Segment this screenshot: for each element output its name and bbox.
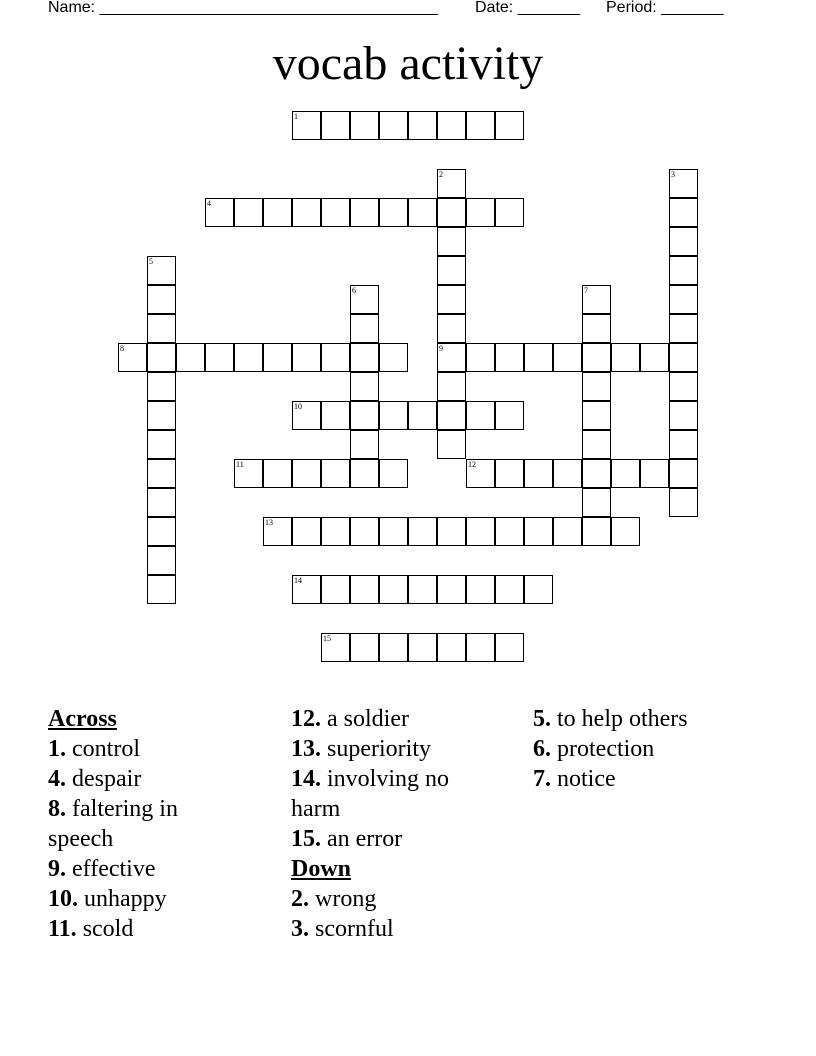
grid-cell[interactable] — [553, 459, 582, 488]
grid-cell[interactable] — [466, 633, 495, 662]
grid-cell[interactable] — [321, 575, 350, 604]
grid-clue-number: 14 — [294, 576, 302, 585]
grid-cell[interactable] — [582, 430, 611, 459]
grid-cell[interactable] — [263, 198, 292, 227]
grid-cell[interactable] — [350, 314, 379, 343]
grid-cell[interactable] — [669, 459, 698, 488]
grid-cell[interactable] — [292, 198, 321, 227]
clue-item: 5. to help others — [533, 706, 688, 732]
grid-cell[interactable] — [379, 111, 408, 140]
grid-cell[interactable] — [669, 227, 698, 256]
clue-item: 11. scold — [48, 916, 134, 942]
grid-cell[interactable] — [437, 285, 466, 314]
grid-cell[interactable] — [292, 343, 321, 372]
grid-clue-number: 11 — [236, 460, 244, 469]
grid-clue-number: 5 — [149, 257, 153, 266]
grid-cell[interactable] — [379, 401, 408, 430]
grid-cell[interactable] — [408, 633, 437, 662]
grid-cell[interactable] — [437, 256, 466, 285]
grid-cell[interactable] — [611, 459, 640, 488]
grid-cell[interactable] — [466, 111, 495, 140]
grid-cell[interactable] — [350, 575, 379, 604]
grid-cell[interactable] — [669, 488, 698, 517]
grid-clue-number: 10 — [294, 402, 302, 411]
grid-clue-number: 13 — [265, 518, 273, 527]
grid-cell[interactable] — [582, 488, 611, 517]
grid-clue-number: 9 — [439, 344, 443, 353]
grid-cell[interactable] — [292, 517, 321, 546]
grid-cell[interactable] — [669, 314, 698, 343]
grid-cell[interactable] — [147, 372, 176, 401]
grid-cell[interactable] — [582, 343, 611, 372]
clue-item: 10. unhappy — [48, 886, 167, 912]
grid-cell[interactable] — [495, 343, 524, 372]
grid-cell[interactable] — [437, 111, 466, 140]
grid-clue-number: 7 — [584, 286, 588, 295]
clues-column-2 — [291, 704, 491, 944]
grid-cell[interactable] — [379, 575, 408, 604]
grid-cell[interactable] — [437, 198, 466, 227]
grid-cell[interactable] — [321, 401, 350, 430]
grid-cell[interactable] — [234, 343, 263, 372]
grid-cell[interactable] — [495, 633, 524, 662]
grid-cell[interactable] — [321, 459, 350, 488]
grid-cell[interactable] — [582, 401, 611, 430]
clue-item: 3. scornful — [291, 916, 394, 942]
grid-cell[interactable] — [466, 517, 495, 546]
grid-cell[interactable] — [147, 343, 176, 372]
grid-cell[interactable] — [350, 517, 379, 546]
grid-cell[interactable] — [524, 343, 553, 372]
grid-cell[interactable] — [495, 575, 524, 604]
grid-cell[interactable] — [669, 401, 698, 430]
grid-cell[interactable] — [495, 517, 524, 546]
grid-clue-number: 4 — [207, 199, 211, 208]
grid-cell[interactable] — [437, 314, 466, 343]
grid-cell[interactable] — [466, 343, 495, 372]
clues-column-1 — [48, 704, 248, 944]
grid-cell[interactable] — [379, 198, 408, 227]
clue-item: 14. involving no harm — [291, 766, 450, 822]
clue-item: 12. a soldier — [291, 706, 409, 732]
clue-item: 6. protection — [533, 736, 655, 762]
grid-cell[interactable] — [524, 575, 553, 604]
grid-cell[interactable] — [350, 401, 379, 430]
grid-cell[interactable] — [147, 546, 176, 575]
grid-clue-number: 3 — [671, 170, 675, 179]
grid-cell[interactable] — [147, 575, 176, 604]
grid-cell[interactable] — [437, 401, 466, 430]
grid-cell[interactable] — [466, 198, 495, 227]
clue-item: 2. wrong — [291, 886, 377, 912]
grid-cell[interactable] — [350, 430, 379, 459]
grid-cell[interactable] — [437, 227, 466, 256]
grid-cell[interactable] — [263, 459, 292, 488]
grid-cell[interactable] — [437, 575, 466, 604]
clue-item: 13. superiority — [291, 736, 431, 762]
grid-cell[interactable] — [582, 314, 611, 343]
grid-cell[interactable] — [437, 633, 466, 662]
grid-cell[interactable] — [321, 198, 350, 227]
grid-cell[interactable] — [553, 343, 582, 372]
grid-cell[interactable] — [147, 459, 176, 488]
grid-cell[interactable] — [350, 343, 379, 372]
grid-clue-number: 2 — [439, 170, 443, 179]
grid-cell[interactable] — [147, 285, 176, 314]
grid-cell[interactable] — [234, 198, 263, 227]
grid-cell[interactable] — [495, 401, 524, 430]
grid-cell[interactable] — [408, 517, 437, 546]
grid-clue-number: 6 — [352, 286, 356, 295]
grid-cell[interactable] — [669, 256, 698, 285]
page-title: vocab activity — [272, 37, 544, 90]
grid-cell[interactable] — [437, 517, 466, 546]
grid-cell[interactable] — [640, 459, 669, 488]
grid-cell[interactable] — [147, 430, 176, 459]
date-field-label: Date: _______ — [475, 0, 580, 16]
grid-cell[interactable] — [611, 343, 640, 372]
grid-cell[interactable] — [495, 111, 524, 140]
grid-cell[interactable] — [669, 343, 698, 372]
grid-cell[interactable] — [495, 198, 524, 227]
grid-clue-number: 8 — [120, 344, 124, 353]
grid-cell[interactable] — [263, 343, 292, 372]
grid-clue-number: 15 — [323, 634, 331, 643]
grid-cell[interactable] — [176, 343, 205, 372]
grid-cell[interactable] — [379, 459, 408, 488]
grid-cell[interactable] — [582, 372, 611, 401]
grid-cell[interactable] — [147, 517, 176, 546]
grid-cell[interactable] — [379, 517, 408, 546]
grid-cell[interactable] — [350, 111, 379, 140]
grid-cell[interactable] — [321, 343, 350, 372]
grid-cell[interactable] — [379, 633, 408, 662]
grid-clue-number: 1 — [294, 112, 298, 121]
grid-cell[interactable] — [524, 459, 553, 488]
grid-cell[interactable] — [582, 517, 611, 546]
clue-item: 8. faltering in speech — [48, 796, 178, 852]
grid-cell[interactable] — [495, 459, 524, 488]
across-heading: Across — [48, 706, 117, 732]
grid-cell[interactable] — [408, 198, 437, 227]
grid-cell[interactable] — [437, 430, 466, 459]
grid-cell[interactable] — [350, 459, 379, 488]
period-field-label: Period: _______ — [606, 0, 724, 16]
grid-cell[interactable] — [640, 343, 669, 372]
clue-item: 15. an error — [291, 826, 403, 852]
name-field-label: Name: ______________________________________ — [48, 0, 438, 16]
grid-cell[interactable] — [379, 343, 408, 372]
grid-cell[interactable] — [437, 372, 466, 401]
grid-cell[interactable] — [669, 430, 698, 459]
grid-cell[interactable] — [582, 459, 611, 488]
grid-cell[interactable] — [292, 459, 321, 488]
grid-cell[interactable] — [205, 343, 234, 372]
clue-item: 7. notice — [533, 766, 616, 792]
grid-cell[interactable] — [611, 517, 640, 546]
grid-cell[interactable] — [466, 575, 495, 604]
grid-cell[interactable] — [350, 633, 379, 662]
grid-cell[interactable] — [408, 401, 437, 430]
grid-cell[interactable] — [669, 198, 698, 227]
grid-cell[interactable] — [669, 372, 698, 401]
grid-cell[interactable] — [147, 488, 176, 517]
clue-item: 4. despair — [48, 766, 142, 792]
grid-cell[interactable] — [408, 111, 437, 140]
grid-cell[interactable] — [321, 517, 350, 546]
grid-cell[interactable] — [350, 372, 379, 401]
grid-cell[interactable] — [553, 517, 582, 546]
grid-cell[interactable] — [321, 111, 350, 140]
grid-cell[interactable] — [147, 314, 176, 343]
grid-cell[interactable] — [350, 198, 379, 227]
clue-item: 1. control — [48, 736, 140, 762]
grid-cell[interactable] — [147, 401, 176, 430]
clues-column-3 — [533, 704, 773, 794]
grid-cell[interactable] — [524, 517, 553, 546]
down-heading: Down — [291, 856, 352, 882]
grid-cell[interactable] — [669, 285, 698, 314]
grid-clue-number: 12 — [468, 460, 476, 469]
grid-cell[interactable] — [408, 575, 437, 604]
grid-cell[interactable] — [466, 401, 495, 430]
clue-item: 9. effective — [48, 856, 156, 882]
